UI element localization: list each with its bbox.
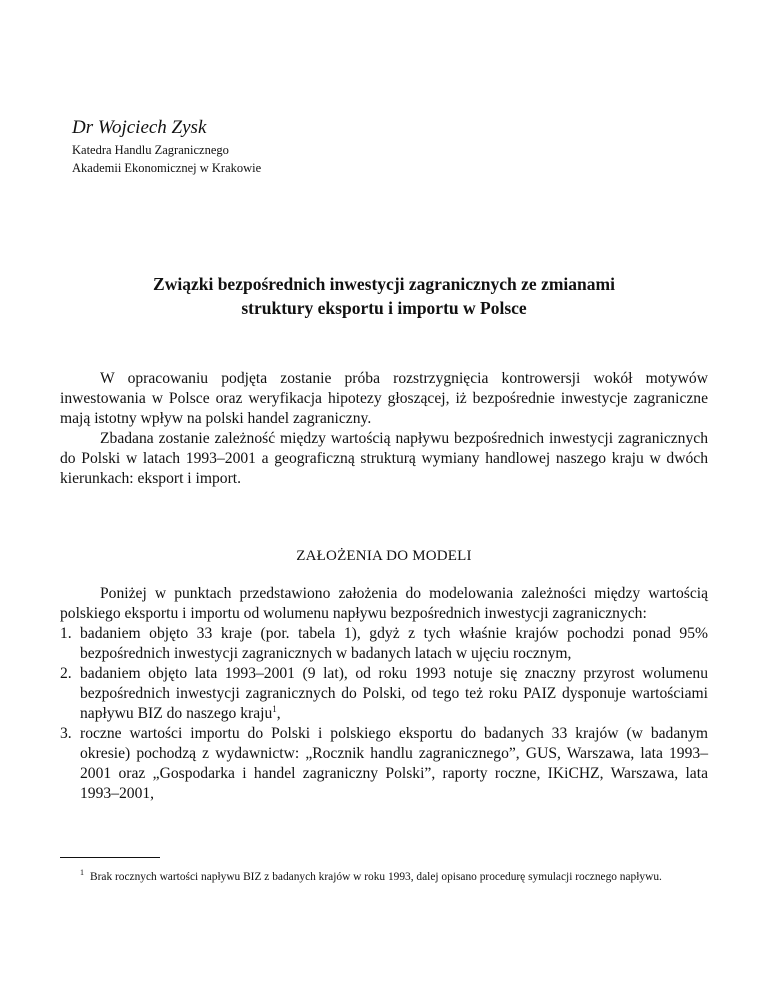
footnote-separator — [60, 857, 160, 858]
author-name: Dr Wojciech Zysk — [72, 117, 207, 138]
list-item-punctuation: , — [276, 705, 281, 722]
affiliation-university: Akademii Ekonomicznej w Krakowie — [72, 161, 262, 175]
list-item-text: roczne wartości importu do Polski i polskiego eksportu do badanych 33 krajów (w badanym okresie) pochodzą z wydawnictw: „Rocznik handlu zagranicznego”, GUS, Warszawa, lata 1993–2001 oraz „Gospodarka i handel zagraniczny Polski”, raporty roczne, IKiCHZ, Warszawa, lata 1993–2001, — [80, 725, 708, 802]
footnote-mark: 1 — [80, 868, 84, 877]
intro-section — [60, 369, 708, 489]
footnote-text: Brak rocznych wartości napływu BIZ z badanych krajów w roku 1993, dalej opisano procedurę symulacji rocznego napływu. — [90, 870, 662, 883]
affiliation-department: Katedra Handlu Zagranicznego — [72, 143, 229, 157]
assumptions-section — [60, 584, 708, 804]
paper-title — [60, 272, 708, 320]
list-item-number: 1. — [60, 625, 72, 642]
list-item-number: 3. — [60, 725, 72, 742]
list-item-text: badaniem objęto 33 kraje (por. tabela 1), gdyż z tych właśnie krajów pochodzi ponad 95% bezpośrednich inwestycji zagranicznych w badanych latach w ujęciu rocznym, — [80, 625, 708, 662]
list-item-text: badaniem objęto lata 1993–2001 (9 lat), od roku 1993 notuje się znaczny przyrost wolumenu bezpośrednich inwestycji zagranicznych do Polski, od tego też roku PAIZ dysponuje wartościami napływu BIZ do naszego kraju — [80, 665, 708, 722]
list-item — [60, 724, 708, 804]
intro-paragraph-1: W opracowaniu podjęta zostanie próba rozstrzygnięcia kontrowersji wokół motywów inwestowania w Polsce oraz weryfikacja hipotezy głoszącej, iż bezpośrednie inwestycje zagraniczne mają istotny wpływ na polski handel zagraniczny. — [60, 370, 708, 427]
list-item-number: 2. — [60, 665, 72, 682]
intro-paragraph-2: Zbadana zostanie zależność między wartością napływu bezpośrednich inwestycji zagranicznych do Polski w latach 1993–2001 a geograficzną strukturą wymiany handlowej naszego kraju w dwóch kierunkach: eksport i import. — [60, 430, 708, 487]
footnote — [60, 864, 708, 886]
list-item — [60, 624, 708, 664]
paper-title-line-1: Związki bezpośrednich inwestycji zagranicznych ze zmianami — [153, 274, 615, 294]
assumptions-lead: Poniżej w punktach przedstawiono założenia do modelowania zależności między wartością polskiego eksportu i importu od wolumenu napływu bezpośrednich inwestycji zagranicznych: — [60, 585, 708, 622]
paper-title-line-2: struktury eksportu i importu w Polsce — [241, 298, 527, 318]
footnote-reference[interactable]: 1 — [272, 703, 277, 714]
assumptions-list — [60, 624, 708, 804]
list-item — [60, 664, 708, 724]
section-heading: ZAŁOŻENIA DO MODELI — [296, 548, 472, 564]
